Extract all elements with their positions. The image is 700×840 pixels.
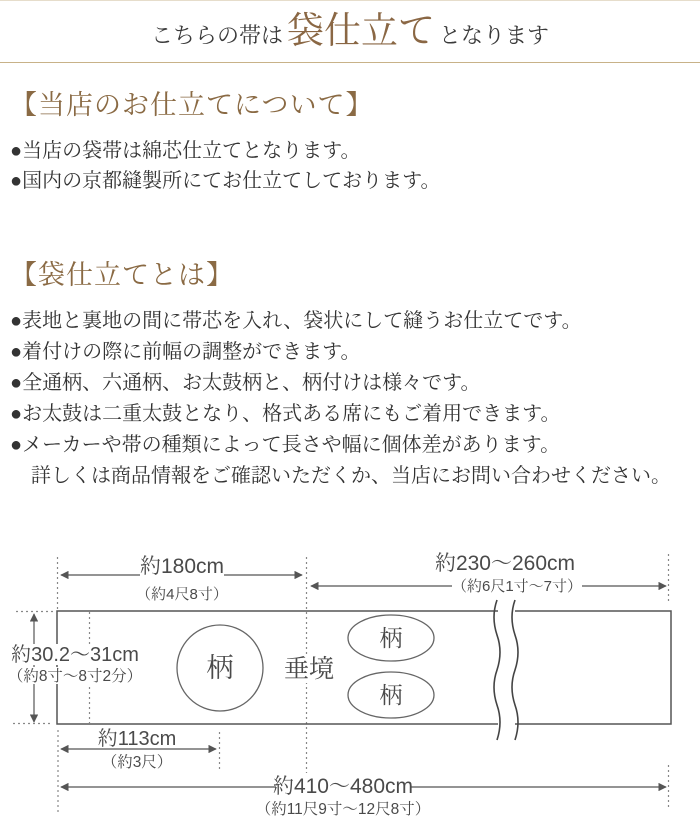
- obi-diagram: [0, 540, 700, 840]
- title-highlight: 袋仕立て: [287, 11, 435, 52]
- section-tailoring-info: [10, 86, 690, 196]
- pattern-label-circle: 柄: [206, 653, 234, 683]
- bullet-item: ●着付けの際に前幅の調整ができます。: [10, 341, 361, 363]
- pattern-label-ellipse-top: 柄: [379, 625, 403, 651]
- bullet-note: 詳しくは商品情報をご確認いただくか、当店にお問い合わせください。: [31, 465, 671, 487]
- pattern-label-ellipse-bottom: 柄: [379, 682, 403, 708]
- length-113-shaku-label: （約3尺）: [101, 754, 173, 771]
- length-113-label: 約113cm: [97, 728, 177, 750]
- bullet-item: ●全通柄、六通柄、お太鼓柄と、柄付けは様々です。: [10, 372, 481, 394]
- page-title: [0, 6, 700, 62]
- tare-length-label: 約230〜260cm: [434, 552, 576, 575]
- bullet-list: [10, 306, 690, 492]
- bullet-item: ●国内の京都縫製所にてお仕立てしております。: [10, 170, 441, 192]
- bullet-item: ●当店の袋帯は綿芯仕立てとなります。: [10, 140, 361, 162]
- bullet-item: ●メーカーや帯の種類によって長さや幅に個体差があります。: [10, 434, 561, 456]
- section-heading: 【当店のお仕立てについて】: [10, 90, 374, 120]
- header-divider: [0, 62, 700, 63]
- total-length-shaku-label: （約11尺9寸〜12尺8寸）: [255, 801, 431, 818]
- te-length-shaku-label: （約4尺8寸）: [136, 586, 228, 603]
- bullet-list: [10, 136, 690, 196]
- obi-width-label: 約30.2〜31cm: [11, 644, 139, 666]
- bullet-item: ●お太鼓は二重太鼓となり、格式ある席にもご着用できます。: [10, 403, 561, 425]
- section-heading: 【袋仕立てとは】: [10, 260, 234, 290]
- tare-length-shaku-label: （約6尺1寸〜7寸）: [451, 578, 583, 595]
- bullet-item: ●表地と裏地の間に帯芯を入れ、袋状にして縫うお仕立てです。: [10, 310, 582, 332]
- title-prefix: こちらの帯は: [150, 23, 283, 48]
- obi-width-shaku-label: （約8寸〜8寸2分）: [7, 668, 143, 685]
- tare-boundary-label: 垂境: [283, 655, 335, 683]
- top-rule: [0, 0, 700, 1]
- te-length-label: 約180cm: [139, 555, 225, 578]
- section-fukuro-explain: [10, 256, 690, 492]
- total-length-label: 約410〜480cm: [272, 775, 414, 798]
- title-suffix: となります: [439, 23, 550, 48]
